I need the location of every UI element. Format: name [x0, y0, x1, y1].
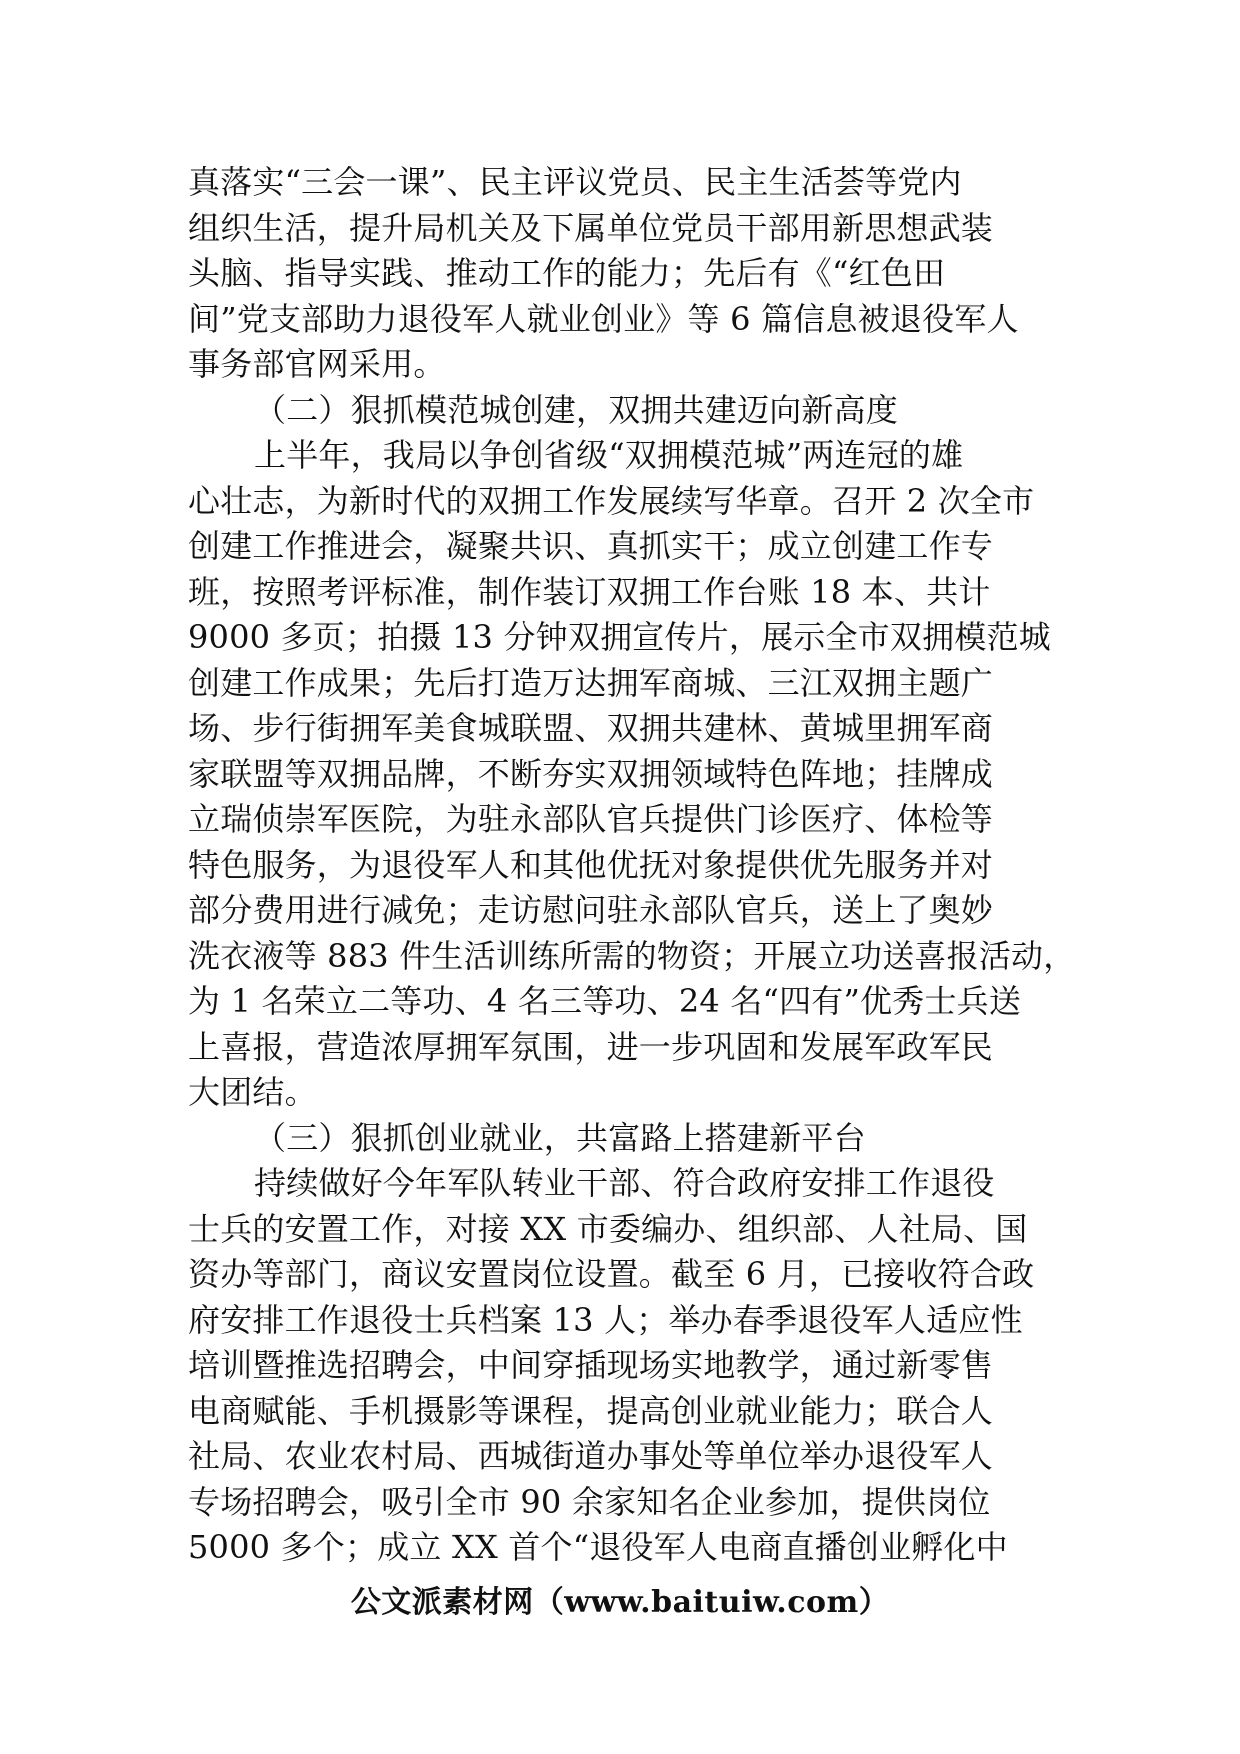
text-line: 为 1 名荣立二等功、4 名三等功、24 名“四有”优秀士兵送 — [188, 982, 1022, 1020]
text-line: 上喜报，营造浓厚拥军氛围，进一步巩固和发展军政军民 — [188, 1027, 994, 1066]
text-line: 事务部官网采用。 — [188, 345, 446, 383]
text-line: 洗衣液等 883 件生活训练所需的物资；开展立功送喜报活动， — [188, 936, 1076, 975]
text-line: 间”党支部助力退役军人就业创业》等 6 篇信息被退役军人 — [188, 299, 1019, 338]
text-line: 组织生活，提升局机关及下属单位党员干部用新思想武装 — [188, 208, 994, 247]
section-heading: （三）狠抓创业就业，共富路上搭建新平台 — [254, 1118, 866, 1157]
paragraph-first-line: 上半年，我局以争创省级“双拥模范城”两连冠的雄 — [254, 436, 964, 474]
text-line: 5000 多个；成立 XX 首个“退役军人电商直播创业孵化中 — [188, 1528, 1008, 1566]
document-body — [188, 160, 1076, 1571]
text-line: 心壮志，为新时代的双拥工作发展续写华章。召开 2 次全市 — [188, 481, 1035, 520]
text-line: 创建工作成果；先后打造万达拥军商城、三江双拥主题广 — [188, 663, 994, 702]
paragraph-first-line: 持续做好今年军队转业干部、符合政府安排工作退役 — [254, 1164, 995, 1202]
text-line: 立瑞侦崇军医院，为驻永部队官兵提供门诊医疗、体检等 — [188, 800, 994, 838]
text-line: 部分费用进行减免；走访慰问驻永部队官兵，送上了奥妙 — [188, 891, 994, 929]
text-line: 资办等部门，商议安置岗位设置。截至 6 月，已接收符合政 — [188, 1255, 1035, 1293]
text-line: 创建工作推进会，凝聚共识、真抓实干；成立创建工作专 — [188, 527, 994, 565]
text-line: 头脑、指导实践、推动工作的能力；先后有《“红色田 — [188, 254, 946, 292]
text-line: 专场招聘会，吸引全市 90 余家知名企业参加，提供岗位 — [188, 1482, 991, 1521]
text-line: 特色服务，为退役军人和其他优抚对象提供优先服务并对 — [188, 845, 994, 884]
text-line: 9000 多页；拍摄 13 分钟双拥宣传片，展示全市双拥模范城 — [188, 618, 1051, 656]
text-line: 士兵的安置工作，对接 XX 市委编办、组织部、人社局、国 — [188, 1209, 1028, 1248]
section-heading: （二）狠抓模范城创建，双拥共建迈向新高度 — [254, 390, 899, 429]
text-line: 社局、农业农村局、西城街道办事处等单位举办退役军人 — [188, 1437, 994, 1475]
text-line: 府安排工作退役士兵档案 13 人；举办春季退役军人适应性 — [188, 1300, 1023, 1339]
text-line: 大团结。 — [188, 1073, 317, 1111]
text-line: 家联盟等双拥品牌，不断夯实双拥领域特色阵地；挂牌成 — [188, 754, 994, 793]
text-line: 电商赋能、手机摄影等课程，提高创业就业能力；联合人 — [188, 1391, 994, 1430]
text-line: 培训暨推选招聘会，中间穿插现场实地教学，通过新零售 — [188, 1346, 994, 1384]
text-line: 场、步行街拥军美食城联盟、双拥共建林、黄城里拥军商 — [188, 709, 994, 747]
text-line: 班，按照考评标准，制作装订双拥工作台账 18 本、共计 — [188, 572, 991, 611]
footer-watermark: 公文派素材网（www.baituiw.com） — [350, 1585, 890, 1620]
text-line: 真落实“三会一课”、民主评议党员、民主生活荟等党内 — [188, 163, 962, 201]
